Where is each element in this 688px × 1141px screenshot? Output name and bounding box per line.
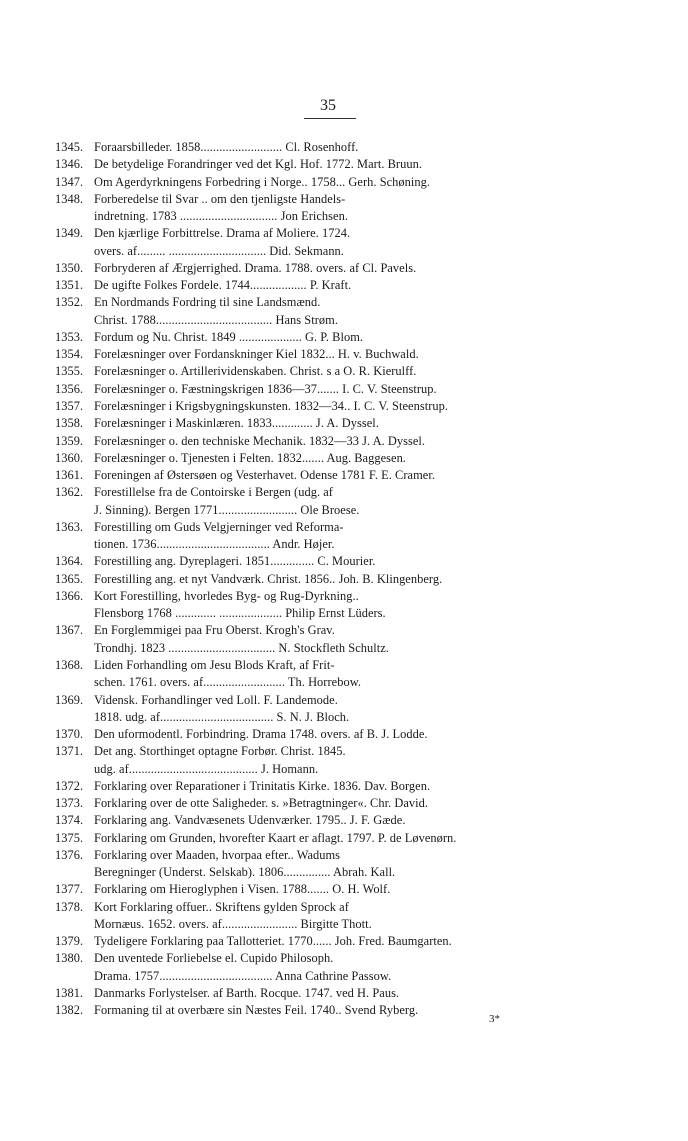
entry-line: [0, 467, 688, 484]
bibliography-entry: [0, 778, 688, 795]
bibliography-entry: [0, 381, 688, 398]
entry-number: 1381.: [55, 986, 84, 1001]
bibliography-entry: [0, 191, 688, 226]
entry-number: 1358.: [55, 416, 84, 431]
entry-text: Den uformodentl. Forbindring. Drama 1748. overs. af B. J. Lodde.: [94, 727, 428, 742]
entry-line: [0, 536, 688, 553]
entry-text: Vidensk. Forhandlinger ved Loll. F. Landemode.: [94, 692, 338, 707]
entry-number: 1375.: [55, 830, 84, 845]
entry-line: [0, 1002, 688, 1019]
entry-text: De ugifte Folkes Fordele. 1744.................. P. Kraft.: [94, 278, 352, 293]
entry-text: Forbryderen af Ærgjerrighed. Drama. 1788. overs. af Cl. Pavels.: [94, 260, 417, 275]
entry-text: Om Agerdyrkningens Forbedring i Norge.. 1758... Gerh. Schøning.: [94, 174, 431, 189]
bibliography-entry: [0, 415, 688, 432]
entry-number: 1379.: [55, 934, 84, 949]
bibliography-entry: [0, 899, 688, 934]
entry-number: 1350.: [55, 260, 84, 275]
entry-line: [0, 812, 688, 829]
entry-line: [0, 519, 688, 536]
entry-text: En Forglemmigei paa Fru Oberst. Krogh's Grav.: [94, 623, 335, 638]
entry-number: 1352.: [55, 295, 84, 310]
entry-line: [0, 968, 688, 985]
entry-number: 1367.: [55, 623, 84, 638]
entry-number: 1356.: [55, 381, 84, 396]
entry-number: 1349.: [55, 226, 84, 241]
entry-text: Foreningen af Østersøen og Vesterhavet. Odense 1781 F. E. Cramer.: [94, 468, 435, 483]
entry-text: De betydelige Forandringer ved det Kgl. Hof. 1772. Mart. Bruun.: [94, 157, 422, 172]
entry-text: Forelæsninger o. Artillerividenskaben. Christ. s a O. R. Kierulff.: [94, 364, 417, 379]
entry-number: 1378.: [55, 899, 84, 914]
entry-line: [0, 260, 688, 277]
entry-line: [0, 484, 688, 501]
bibliography-entry: [0, 1002, 688, 1019]
entry-number: 1348.: [55, 191, 84, 206]
entry-number: 1359.: [55, 433, 84, 448]
entry-line: [0, 277, 688, 294]
entry-number: 1371.: [55, 744, 84, 759]
entry-text: Forklaring ang. Vandvæsenets Udenværker. 1795.. J. F. Gæde.: [94, 813, 406, 828]
entry-text: Forelæsninger i Maskinlæren. 1833............. J. A. Dyssel.: [94, 416, 379, 431]
entry-line: [0, 191, 688, 208]
entry-number: 1347.: [55, 174, 84, 189]
bibliography-entry: [0, 933, 688, 950]
bibliography-entry: [0, 139, 688, 156]
entry-line: [0, 363, 688, 380]
entry-line: [0, 381, 688, 398]
entry-line: [0, 657, 688, 674]
bibliography-entry: [0, 692, 688, 727]
entry-number: 1346.: [55, 157, 84, 172]
entry-line: [0, 294, 688, 311]
entry-text: Mornæus. 1652. overs. af........................ Birgitte Thott.: [94, 916, 372, 931]
entry-line: [0, 899, 688, 916]
entry-number: 1363.: [55, 519, 84, 534]
entry-text: Forelæsninger over Fordanskninger Kiel 1832... H. v. Buchwald.: [94, 347, 419, 362]
bibliography-entry: [0, 657, 688, 692]
entry-number: 1368.: [55, 657, 84, 672]
entry-text: Det ang. Storthinget optagne Forbør. Christ. 1845.: [94, 744, 346, 759]
bibliography-entry: [0, 329, 688, 346]
entry-number: 1369.: [55, 692, 84, 707]
entry-line: [0, 571, 688, 588]
entry-number: 1362.: [55, 485, 84, 500]
entry-number: 1354.: [55, 347, 84, 362]
entry-number: 1370.: [55, 727, 84, 742]
entry-text: Forelæsninger o. Tjenesten i Felten. 1832....... Aug. Baggesen.: [94, 450, 406, 465]
entry-line: [0, 346, 688, 363]
bibliography-entry: [0, 346, 688, 363]
bibliography-entry: [0, 726, 688, 743]
entry-line: [0, 709, 688, 726]
entry-number: 1361.: [55, 468, 84, 483]
bibliography-entry: [0, 294, 688, 329]
bibliography-entry: [0, 795, 688, 812]
entry-text: Forestilling ang. et nyt Vandværk. Christ. 1856.. Joh. B. Klingenberg.: [94, 571, 443, 586]
entry-text: Forklaring om Hieroglyphen i Visen. 1788....... O. H. Wolf.: [94, 882, 391, 897]
entry-line: [0, 847, 688, 864]
entry-line: [0, 950, 688, 967]
entry-number: 1364.: [55, 554, 84, 569]
entry-number: 1353.: [55, 329, 84, 344]
entry-line: [0, 726, 688, 743]
entry-line: [0, 692, 688, 709]
bibliography-entry: [0, 363, 688, 380]
entry-number: 1366.: [55, 588, 84, 603]
entry-line: [0, 139, 688, 156]
bibliography-entry: [0, 812, 688, 829]
bibliography-entry: [0, 588, 688, 623]
entry-line: [0, 208, 688, 225]
page-number: 35: [320, 97, 336, 114]
entry-number: 1345.: [55, 140, 84, 154]
entry-line: [0, 415, 688, 432]
bibliography-entry: [0, 450, 688, 467]
entry-text: En Nordmands Fordring til sine Landsmænd.: [94, 295, 321, 310]
entry-line: [0, 312, 688, 329]
bibliography-entry: [0, 847, 688, 882]
entry-text: Forklaring over Reparationer i Trinitatis Kirke. 1836. Dav. Borgen.: [94, 778, 431, 793]
bibliography-entry: [0, 467, 688, 484]
entry-text: J. Sinning). Bergen 1771......................... Ole Broese.: [94, 502, 360, 517]
bibliography-entry: [0, 881, 688, 898]
entry-line: [0, 605, 688, 622]
entry-line: [0, 674, 688, 691]
entry-line: [0, 450, 688, 467]
entry-text: udg. af......................................... J. Homann.: [94, 761, 319, 776]
entry-text: Drama. 1757.................................... Anna Cathrine Passow.: [94, 968, 392, 983]
entry-number: 1365.: [55, 571, 84, 586]
entry-text: Forestillelse fra de Contoirske i Bergen (udg. af: [94, 485, 333, 500]
bibliography-entry: [0, 156, 688, 173]
entry-text: Kort Forestilling, hvorledes Byg- og Rug-Dyrkning..: [94, 588, 359, 603]
entry-line: [0, 156, 688, 173]
entry-line: [0, 761, 688, 778]
entry-number: 1355.: [55, 364, 84, 379]
entry-text: 1818. udg. af.................................... S. N. J. Bloch.: [94, 709, 350, 724]
entry-text: schen. 1761. overs. af.......................... Th. Horrebow.: [94, 675, 362, 690]
entry-line: [0, 830, 688, 847]
entry-text: Forklaring om Grunden, hvorefter Kaart er aflagt. 1797. P. de Løvenørn.: [94, 830, 457, 845]
bibliography-entry: [0, 830, 688, 847]
entry-text: Den uventede Forliebelse el. Cupido Philosoph.: [94, 951, 334, 966]
bibliography-entry: [0, 277, 688, 294]
bibliography-entry: [0, 743, 688, 778]
entry-line: [0, 985, 688, 1002]
entry-line: [0, 864, 688, 881]
entry-text: Forestilling om Guds Velgjerninger ved Reforma-: [94, 519, 344, 534]
entry-text: Kort Forklaring offuer.. Skriftens gylden Sprock af: [94, 899, 349, 914]
entry-line: [0, 933, 688, 950]
entry-text: Fordum og Nu. Christ. 1849 .................... G. P. Blom.: [94, 329, 364, 344]
entry-text: Formaning til at overbære sin Næstes Feil. 1740.. Svend Ryberg.: [94, 1003, 419, 1018]
entry-text: Flensborg 1768 ............. .................... Philip Ernst Lüders.: [94, 606, 386, 621]
bibliography-list: [0, 139, 688, 1020]
entry-number: 1373.: [55, 796, 84, 811]
page-number-rule: [304, 118, 356, 119]
entry-text: Trondhj. 1823 .................................. N. Stockfleth Schultz.: [94, 640, 389, 655]
signature-mark: 3*: [489, 1013, 500, 1025]
entry-text: Forberedelse til Svar .. om den tjenligste Handels-: [94, 191, 346, 206]
entry-number: 1357.: [55, 398, 84, 413]
bibliography-entry: [0, 571, 688, 588]
entry-number: 1376.: [55, 847, 84, 862]
entry-number: 1374.: [55, 813, 84, 828]
entry-line: [0, 553, 688, 570]
entry-text: Tydeligere Forklaring paa Tallotteriet. 1770...... Joh. Fred. Baumgarten.: [94, 934, 452, 949]
entry-line: [0, 588, 688, 605]
entry-number: 1377.: [55, 882, 84, 897]
entry-line: [0, 433, 688, 450]
entry-text: Christ. 1788..................................... Hans Strøm.: [94, 312, 338, 327]
entry-text: Beregninger (Underst. Selskab). 1806............... Abrah. Kall.: [94, 865, 396, 880]
entry-text: Liden Forhandling om Jesu Blods Kraft, af Frit-: [94, 657, 335, 672]
entry-number: 1360.: [55, 450, 84, 465]
entry-text: Den kjærlige Forbittrelse. Drama af Moliere. 1724.: [94, 226, 351, 241]
bibliography-entry: [0, 484, 688, 519]
entry-line: [0, 778, 688, 795]
entry-line: [0, 398, 688, 415]
entry-text: Danmarks Forlystelser. af Barth. Rocque. 1747. ved H. Paus.: [94, 986, 400, 1001]
entry-text: Forestilling ang. Dyreplageri. 1851.............. C. Mourier.: [94, 554, 376, 569]
entry-line: [0, 743, 688, 760]
entry-text: tionen. 1736.................................... Andr. Højer.: [94, 537, 335, 552]
entry-text: Forelæsninger o. Fæstningskrigen 1836—37....... I. C. V. Steenstrup.: [94, 381, 437, 396]
entry-number: 1382.: [55, 1003, 84, 1018]
entry-text: Forelæsninger o. den techniske Mechanik. 1832—33 J. A. Dyssel.: [94, 433, 426, 448]
entry-line: [0, 502, 688, 519]
entry-line: [0, 225, 688, 242]
bibliography-entry: [0, 622, 688, 657]
bibliography-entry: [0, 433, 688, 450]
entry-text: indretning. 1783 ............................... Jon Erichsen.: [94, 209, 348, 224]
entry-number: 1380.: [55, 951, 84, 966]
entry-line: [0, 622, 688, 639]
entry-line: [0, 329, 688, 346]
entry-text: Forklaring over Maaden, hvorpaa efter.. Wadums: [94, 847, 341, 862]
entry-line: [0, 640, 688, 657]
bibliography-entry: [0, 985, 688, 1002]
entry-number: 1351.: [55, 278, 84, 293]
bibliography-entry: [0, 553, 688, 570]
bibliography-entry: [0, 174, 688, 191]
bibliography-entry: [0, 398, 688, 415]
entry-text: Forelæsninger i Krigsbygningskunsten. 1832—34.. I. C. V. Steenstrup.: [94, 398, 449, 413]
bibliography-entry: [0, 950, 688, 985]
entry-line: [0, 881, 688, 898]
entry-text: Foraarsbilleder. 1858.......................... Cl. Rosenhoff.: [94, 140, 359, 154]
entry-line: [0, 795, 688, 812]
entry-text: Forklaring over de otte Saligheder. s. »Betragtninger«. Chr. David.: [94, 796, 429, 811]
entry-line: [0, 243, 688, 260]
bibliography-entry: [0, 225, 688, 260]
entry-line: [0, 916, 688, 933]
bibliography-entry: [0, 260, 688, 277]
bibliography-entry: [0, 519, 688, 554]
entry-line: [0, 174, 688, 191]
entry-number: 1372.: [55, 778, 84, 793]
entry-text: overs. af......... ............................... Did. Sekmann.: [94, 243, 344, 258]
